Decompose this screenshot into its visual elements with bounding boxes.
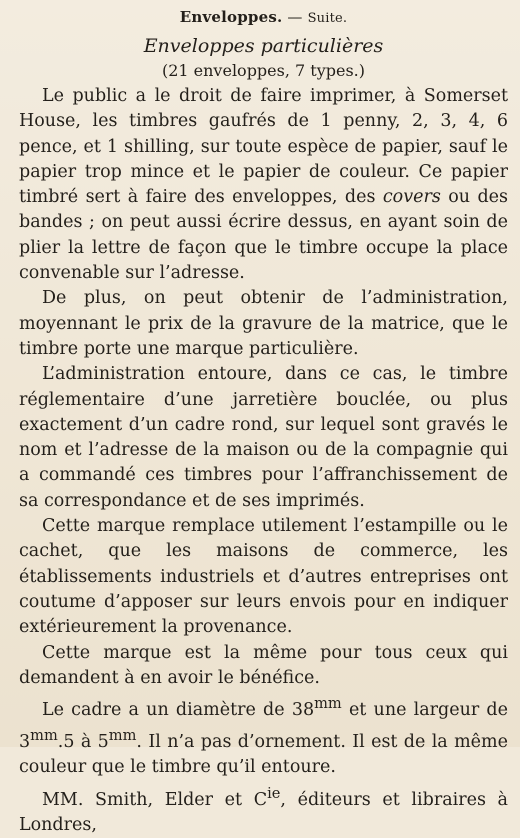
paragraph-7-text-1: MM. Smith, Elder et C bbox=[42, 789, 268, 810]
paragraph-5: Cette marque est la même pour tous ceux qui demandent à en avoir le bénéfice. bbox=[19, 642, 508, 688]
paragraph-1-text-a: Le public a le droit de faire imprimer, à Somerset House, les timbres gaufrés de 1 penny, 2, 3, 4, 6 pence, et 1 shilling, sur toute espèce de papier, sauf le papier trop mince et le papier de couleur. Ce papier timbré sert à faire des enveloppes, des bbox=[19, 86, 508, 208]
unit-mm-3: mm bbox=[108, 727, 137, 745]
paragraph-7 bbox=[19, 781, 508, 838]
running-head bbox=[19, 6, 508, 30]
paragraph-6-text-2: et une largeur de 3 bbox=[19, 699, 508, 753]
section-subtitle: (21 enveloppes, 7 types.) bbox=[161, 61, 366, 80]
paragraph-3: L’administration entoure, dans ce cas, le timbre réglementaire d’une jarretière bouclée, ou plus exactement d’un cadre rond, sur lequel sont gravés le nom et l’adresse de la maison ou de la compagnie qui a commandé ces timbres pour l’affranchissement de sa correspondance et de ses imprimés. bbox=[19, 364, 508, 511]
paragraph-7-text-2: , éditeurs et libraires à Londres, bbox=[19, 789, 508, 835]
unit-mm-2: mm bbox=[30, 727, 58, 745]
paragraph-6-text-1: Le cadre a un diamètre de 38 bbox=[42, 699, 315, 720]
paragraph-6 bbox=[19, 691, 508, 781]
body-text bbox=[19, 84, 508, 838]
running-head-suite: Suite. bbox=[307, 11, 348, 26]
company-abbrev-sup: ie bbox=[267, 784, 281, 802]
paragraph-1 bbox=[19, 84, 508, 286]
unit-mm-1: mm bbox=[314, 695, 342, 713]
paragraph-6-text-4: . Il n’a pas d’ornement. Il est de la même couleur que le timbre qu’il entoure. bbox=[19, 732, 508, 778]
paragraph-1-text-b: ou des bandes ; on peut aussi écrire dessus, en ayant soin de plier la lettre de façon que le timbre occupe la place convenable sur l’adresse. bbox=[19, 187, 508, 284]
running-head-title: Enveloppes. bbox=[179, 8, 283, 26]
paragraph-2: De plus, on peut obtenir de l’administration, moyennant le prix de la gravure de la matrice, que le timbre porte une marque particulière. bbox=[19, 288, 508, 359]
paragraph-1-italic: covers bbox=[382, 187, 441, 208]
paragraph-6-text-3: .5 à 5 bbox=[57, 732, 109, 753]
running-head-dash: — bbox=[282, 8, 308, 26]
paragraph-4: Cette marque remplace utilement l’estampille ou le cachet, que les maisons de commerce, les établissements industriels et d’autres entreprises ont coutume d’apposer sur leurs envois pour en indiquer extérieurement la provenance. bbox=[19, 516, 508, 638]
section-title: Enveloppes particulières bbox=[143, 35, 384, 57]
